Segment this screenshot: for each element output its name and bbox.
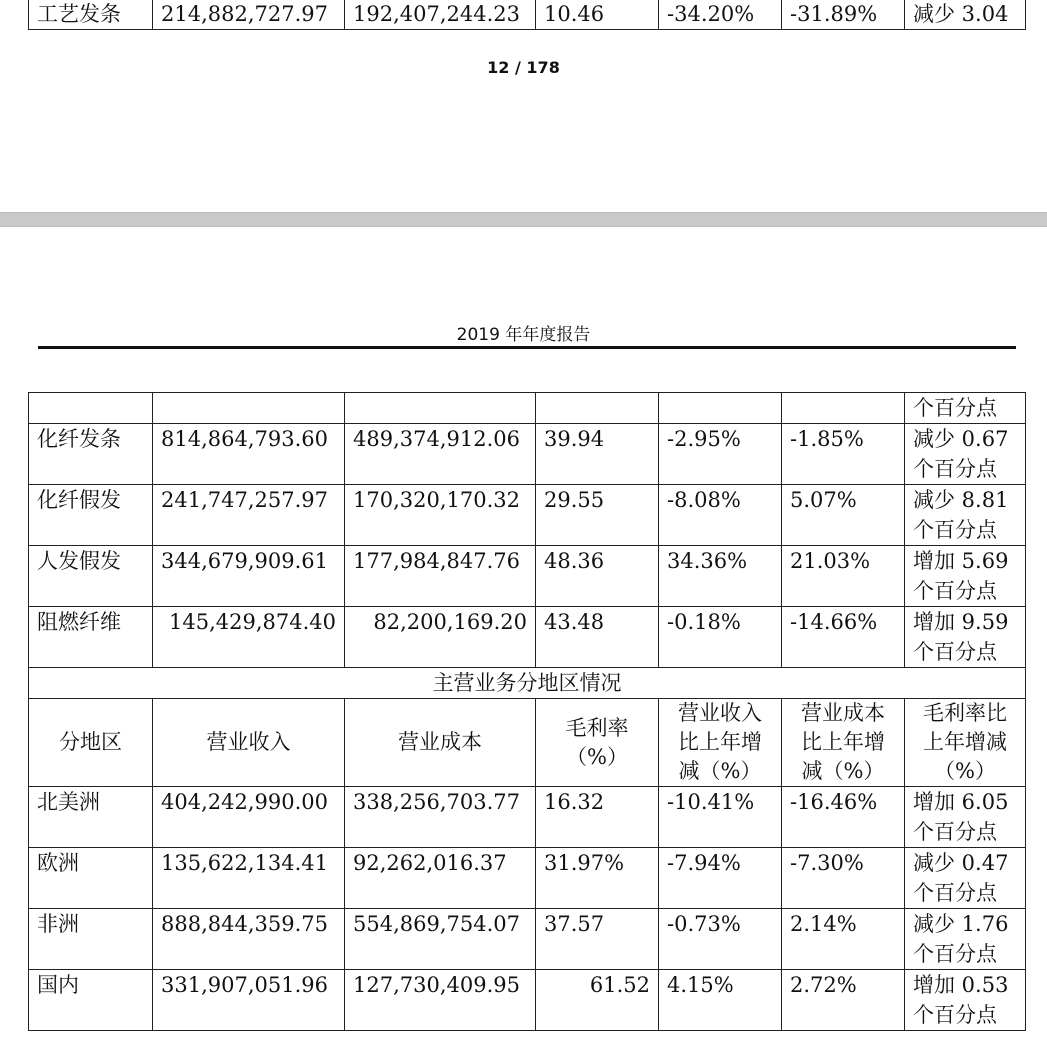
product-name: 化纤发条 <box>29 424 153 485</box>
margin-cell: 39.94 <box>536 424 659 485</box>
revenue-change-cell: 4.15% <box>659 970 782 1031</box>
margin-cell: 10.46 <box>536 0 659 30</box>
revenue-change-cell: -34.20% <box>659 0 782 30</box>
table-row <box>29 485 1026 546</box>
table-row <box>29 546 1026 607</box>
header-line: 毛利率 <box>565 715 629 740</box>
margin-change-cell <box>905 546 1026 607</box>
revenue-change-cell: -8.08% <box>659 485 782 546</box>
region-name: 欧洲 <box>29 848 153 909</box>
margin-cell: 16.32 <box>536 787 659 848</box>
margin-cell: 31.97% <box>536 848 659 909</box>
margin-change-line: 增加 9.59 <box>913 610 1009 634</box>
column-header-margin-change <box>905 699 1026 787</box>
margin-cell: 43.48 <box>536 607 659 668</box>
table-row <box>29 424 1026 485</box>
cost-change-cell: 5.07% <box>782 485 905 546</box>
margin-change-line: 个百分点 <box>913 518 997 542</box>
header-line: （%） <box>934 759 996 783</box>
revenue-cell: 214,882,727.97 <box>153 0 345 30</box>
empty-cell <box>659 393 782 424</box>
margin-change-cell: 减少 3.04 <box>905 0 1026 30</box>
column-header-cost-change <box>782 699 905 787</box>
revenue-cell: 344,679,909.61 <box>153 546 345 607</box>
header-line: 减（%） <box>801 759 885 783</box>
margin-change-cell: 个百分点 <box>905 393 1026 424</box>
column-header-region: 分地区 <box>29 699 153 787</box>
product-name: 阻燃纤维 <box>29 607 153 668</box>
cost-change-cell: -1.85% <box>782 424 905 485</box>
cost-cell: 170,320,170.32 <box>345 485 536 546</box>
region-name: 非洲 <box>29 909 153 970</box>
cost-change-cell: -16.46% <box>782 787 905 848</box>
column-header-revenue: 营业收入 <box>153 699 345 787</box>
margin-cell: 48.36 <box>536 546 659 607</box>
revenue-cell: 888,844,359.75 <box>153 909 345 970</box>
column-header-revenue-change <box>659 699 782 787</box>
header-line: 营业成本 <box>801 701 885 725</box>
margin-change-cell <box>905 607 1026 668</box>
region-name: 北美洲 <box>29 787 153 848</box>
header-line: 比上年增 <box>678 730 762 754</box>
cost-change-cell: -14.66% <box>782 607 905 668</box>
product-name: 人发假发 <box>29 546 153 607</box>
header-line: 营业收入 <box>678 701 762 725</box>
margin-change-line: 减少 0.67 <box>913 427 1009 451</box>
column-header-margin <box>536 699 659 787</box>
margin-change-line: 个百分点 <box>913 640 997 664</box>
cost-cell: 177,984,847.76 <box>345 546 536 607</box>
revenue-change-cell: 34.36% <box>659 546 782 607</box>
header-line: 比上年增 <box>801 730 885 754</box>
empty-cell <box>536 393 659 424</box>
revenue-change-cell: -10.41% <box>659 787 782 848</box>
margin-change-line: 个百分点 <box>913 942 997 966</box>
margin-cell: 61.52 <box>536 970 659 1031</box>
table-row <box>29 848 1026 909</box>
table-row <box>29 607 1026 668</box>
cost-cell: 82,200,169.20 <box>345 607 536 668</box>
margin-change-line: 减少 0.47 <box>913 851 1009 875</box>
margin-change-line: 减少 8.81 <box>913 488 1009 512</box>
header-line: 上年增减 <box>923 730 1007 754</box>
margin-cell: 37.57 <box>536 909 659 970</box>
margin-change-cell <box>905 787 1026 848</box>
product-name: 工艺发条 <box>29 0 153 30</box>
table-row <box>29 970 1026 1031</box>
cost-cell: 554,869,754.07 <box>345 909 536 970</box>
cost-cell: 489,374,912.06 <box>345 424 536 485</box>
revenue-cell: 331,907,051.96 <box>153 970 345 1031</box>
revenue-cell: 241,747,257.97 <box>153 485 345 546</box>
margin-change-cell <box>905 909 1026 970</box>
empty-cell <box>153 393 345 424</box>
revenue-change-cell: -7.94% <box>659 848 782 909</box>
section-title-row <box>29 668 1026 699</box>
cost-change-cell: 2.72% <box>782 970 905 1031</box>
margin-change-line: 增加 0.53 <box>913 973 1009 997</box>
revenue-cell: 145,429,874.40 <box>153 607 345 668</box>
revenue-change-cell: -0.18% <box>659 607 782 668</box>
margin-change-cell <box>905 970 1026 1031</box>
header-line: 减（%） <box>678 759 762 783</box>
region-section-title: 主营业务分地区情况 <box>29 668 1026 699</box>
margin-change-cell <box>905 424 1026 485</box>
report-header-title: 2019 年年度报告 <box>456 325 591 345</box>
empty-cell <box>345 393 536 424</box>
empty-cell <box>29 393 153 424</box>
table-row <box>29 787 1026 848</box>
region-name: 国内 <box>29 970 153 1031</box>
margin-cell: 29.55 <box>536 485 659 546</box>
margin-change-line: 个百分点 <box>913 1003 997 1027</box>
cost-cell: 127,730,409.95 <box>345 970 536 1031</box>
table-row <box>29 909 1026 970</box>
margin-change-line: 个百分点 <box>913 881 997 905</box>
empty-cell <box>782 393 905 424</box>
margin-change-cell <box>905 848 1026 909</box>
margin-change-line: 增加 5.69 <box>913 549 1009 573</box>
cost-cell: 338,256,703.77 <box>345 787 536 848</box>
header-rule <box>38 346 1016 349</box>
margin-change-line: 个百分点 <box>913 457 997 481</box>
region-header-row <box>29 699 1026 787</box>
header-line: 毛利率比 <box>923 701 1007 725</box>
margin-change-line: 减少 1.76 <box>913 912 1009 936</box>
page-number: 12 / 178 <box>487 58 560 77</box>
revenue-cell: 404,242,990.00 <box>153 787 345 848</box>
revenue-change-cell: -0.73% <box>659 909 782 970</box>
cost-cell: 192,407,244.23 <box>345 0 536 30</box>
revenue-change-cell: -2.95% <box>659 424 782 485</box>
revenue-cell: 135,622,134.41 <box>153 848 345 909</box>
cost-change-cell: 21.03% <box>782 546 905 607</box>
margin-change-line: 增加 6.05 <box>913 790 1009 814</box>
product-name: 化纤假发 <box>29 485 153 546</box>
margin-change-line: 个百分点 <box>913 579 997 603</box>
margin-change-cell <box>905 485 1026 546</box>
cost-change-cell: -31.89% <box>782 0 905 30</box>
column-header-cost: 营业成本 <box>345 699 536 787</box>
margin-change-line: 个百分点 <box>913 820 997 844</box>
header-line: （%） <box>566 744 628 769</box>
cost-change-cell: -7.30% <box>782 848 905 909</box>
table-row <box>29 0 1026 30</box>
revenue-cell: 814,864,793.60 <box>153 424 345 485</box>
cost-change-cell: 2.14% <box>782 909 905 970</box>
page-separator <box>0 212 1047 227</box>
previous-page-table-fragment <box>28 0 1026 30</box>
continuation-row <box>29 393 1026 424</box>
main-business-table <box>28 392 1026 1031</box>
cost-cell: 92,262,016.37 <box>345 848 536 909</box>
